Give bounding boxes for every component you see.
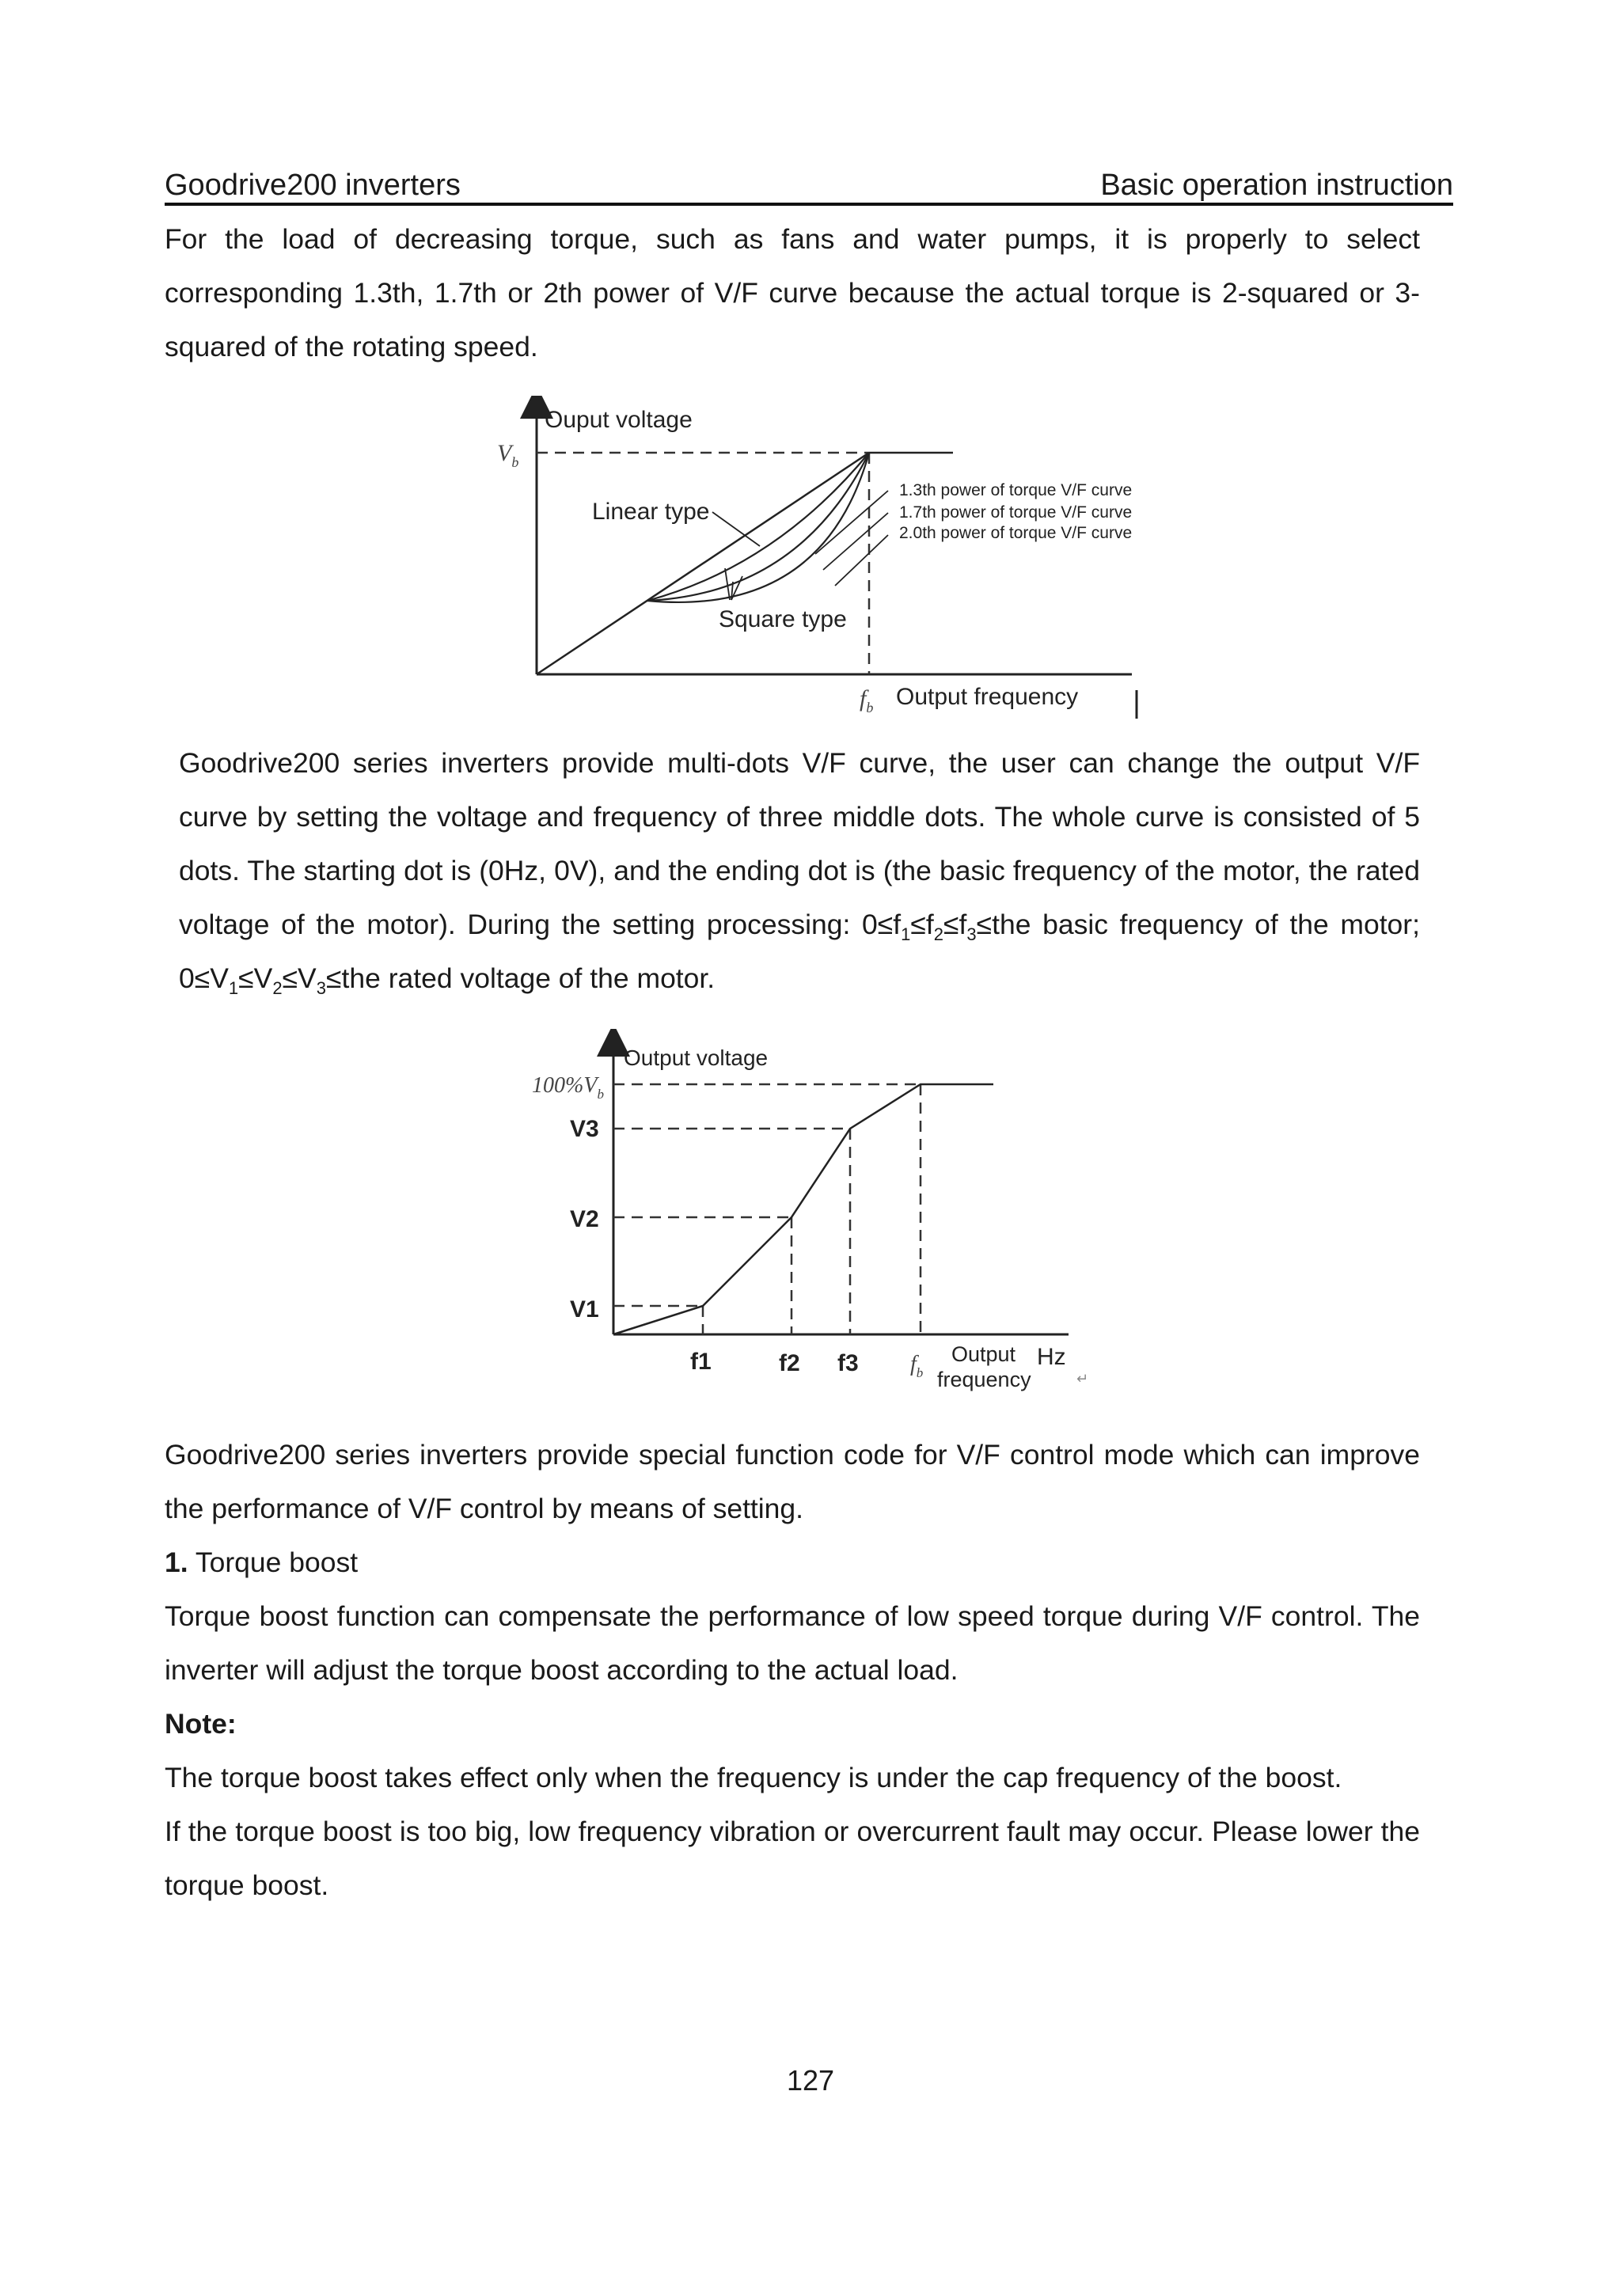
vf-curve-figure [475, 396, 1156, 728]
v3-label: V3 [570, 1116, 599, 1142]
return-mark: ↵ [1076, 1371, 1089, 1387]
legend-item-1-3: 1.3th power of torque V/F curve [899, 481, 1133, 499]
special-paragraph: Goodrive200 series inverters provide special function code for V/F control mode which can improve the performance of V/F control by means of setting. [165, 1439, 1420, 1524]
f2-label: f2 [779, 1350, 800, 1376]
header-right: Basic operation instruction [1100, 169, 1453, 202]
intro-paragraph: For the load of decreasing torque, such as fans and water pumps, it is properly to select corresponding 1.3th, 1.7th or 2th power of V/F curve because the actual torque is 2-squared or 3-squared of the rotating speed. [165, 223, 1420, 362]
torque-paragraph: Torque boost function can compensate the performance of low speed torque during V/F control. The inverter will adjust the torque boost according to the actual load. [165, 1600, 1420, 1686]
linear-type-label: Linear type [592, 499, 710, 525]
hz-unit-label: Hz [1037, 1344, 1066, 1370]
vb-label-2: $100\%V_b$ [532, 1073, 604, 1102]
square-pointer-1 [725, 568, 730, 600]
fb-label-2: $f_b$ [910, 1352, 924, 1380]
fb-label: $f_b$ [860, 685, 874, 715]
y-axis-label-2: Output voltage [624, 1046, 769, 1070]
y-axis-label: Ouput voltage [545, 407, 693, 433]
page-number: 127 [786, 2064, 835, 2097]
legend-leader-3 [835, 535, 888, 586]
x-axis-label-2a: Output [951, 1342, 1016, 1366]
legend-item-1-7: 1.7th power of torque V/F curve [899, 503, 1133, 522]
x-axis-label: Output frequency [896, 684, 1079, 710]
multidot-paragraph: Goodrive200 series inverters provide multi-dots V/F curve, the user can change the output V/F curve by setting the voltage and frequency of three middle dots. The whole curve is consisted of 5 dots. The starting dot is (0Hz, 0V), and the ending dot is (the basic frequency of the motor, the rated voltage of the motor). During the setting processing: $0\le f_1\le f_2\le f_3\le the$ basic frequency of the motor; $0\le V_1\le V_2\le V_3\le the$ rated voltage of the motor. [179, 747, 1420, 999]
multidot-curve [613, 1084, 993, 1334]
header-left: Goodrive200 inverters [165, 169, 461, 202]
f1-label: f1 [690, 1349, 712, 1375]
f3-label: f3 [837, 1350, 859, 1376]
note-line-1: The torque boost takes effect only when the frequency is under the cap frequency of the boost. [165, 1762, 1342, 1793]
legend-item-2-0: 2.0th power of torque V/F curve [899, 524, 1133, 542]
legend-leader-2 [823, 513, 888, 570]
vb-label: $V_b$ [497, 440, 519, 470]
v2-label: V2 [570, 1206, 599, 1232]
note-line-2: If the torque boost is too big, low frequency vibration or overcurrent fault may occur. Please lower the torque boost. [165, 1816, 1420, 1901]
square-type-label: Square type [719, 606, 847, 632]
multidot-vf-figure [522, 1029, 1124, 1401]
linear-curve [537, 453, 869, 674]
page-header [165, 161, 1453, 206]
section-heading: 1. Torque boost [165, 1546, 359, 1578]
v1-label: V1 [570, 1296, 599, 1323]
x-axis-label-2b: frequency [937, 1368, 1031, 1391]
note-label: Note: [165, 1708, 237, 1740]
